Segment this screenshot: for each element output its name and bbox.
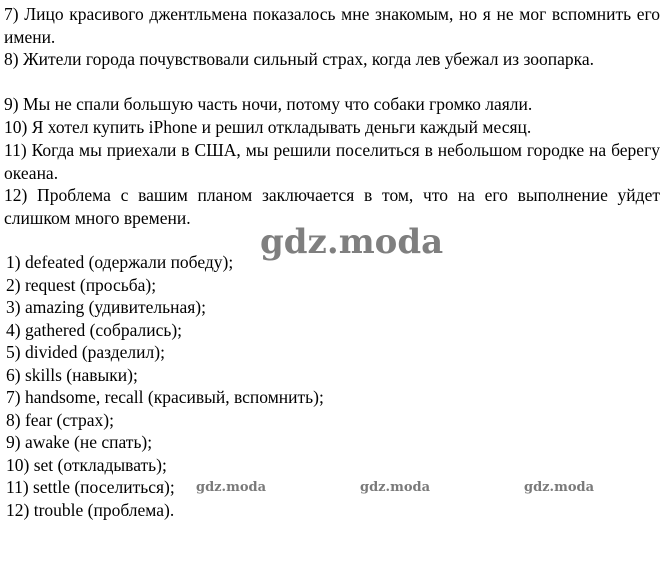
sentence-11: 11) Когда мы приехали в США, мы решили поселиться в небольшом городке на берегу океана. — [4, 140, 660, 183]
answer-item-12: 12) trouble (проблема). — [6, 499, 175, 520]
answer-item-4: 4) gathered (собрались); — [6, 319, 183, 340]
watermark-main: gdz.moda — [260, 222, 444, 262]
answer-item-6: 6) skills (навыки); — [6, 364, 138, 385]
answer-item-11: 11) settle (поселиться); — [6, 477, 175, 497]
answer-item-1: 1) defeated (одержали победу); — [6, 252, 234, 272]
watermark-small-2: gdz.moda — [360, 480, 431, 495]
watermark-small-1: gdz.moda — [196, 480, 267, 495]
watermark-small-3: gdz.moda — [524, 480, 595, 495]
sentence-8: 8) Жители города почувствовали сильный страх, когда лев убежал из зоопарка. — [4, 49, 595, 69]
answer-item-2: 2) request (просьба); — [6, 274, 157, 295]
sentence-9: 9) Мы не спали большую часть ночи, потому что собаки громко лаяли. — [4, 94, 533, 114]
answer-item-5: 5) divided (разделил); — [6, 342, 165, 362]
answer-item-9: 9) awake (не спать); — [6, 432, 153, 452]
sentence-7: 7) Лицо красивого джентльмена показалось мне знакомым, но я не мог вспомнить его имени. — [4, 4, 660, 47]
answer-item-3: 3) amazing (удивительная); — [6, 297, 206, 317]
sentence-10: 10) Я хотел купить iPhone и решил откладывать деньги каждый месяц. — [4, 117, 532, 137]
sentence-12: 12) Проблема с вашим планом заключается в том, что на его выполнение уйдет слишком много времени. — [4, 185, 660, 228]
answer-list — [6, 251, 324, 521]
answer-item-7: 7) handsome, recall (красивый, вспомнить); — [6, 387, 324, 407]
answer-item-10: 10) set (откладывать); — [6, 454, 167, 475]
answer-item-8: 8) fear (страх); — [6, 409, 114, 430]
